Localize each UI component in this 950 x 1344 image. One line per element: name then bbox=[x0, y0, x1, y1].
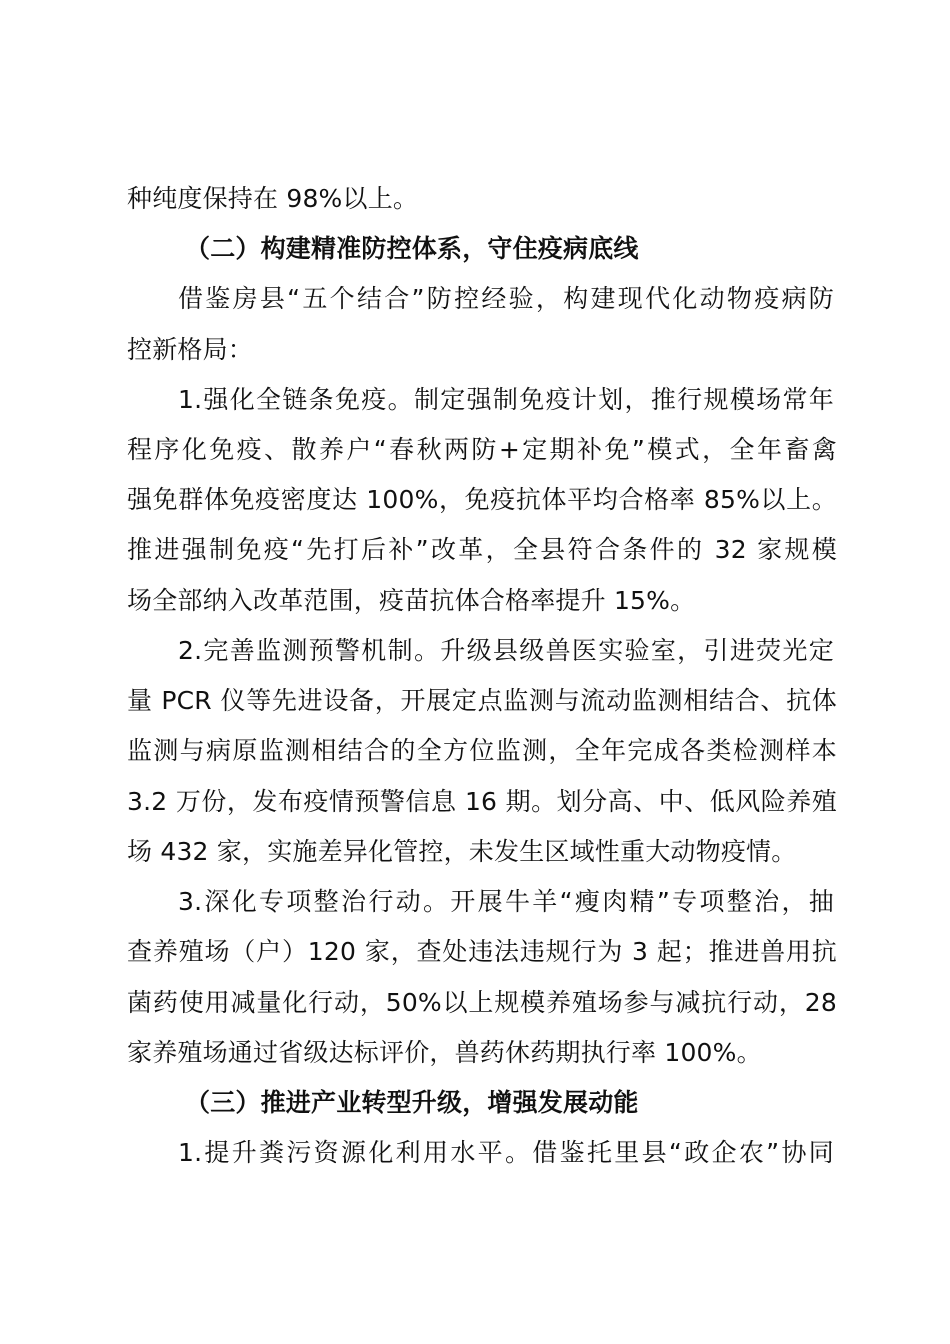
text-line: 种纯度保持在 98%以上。 bbox=[127, 184, 419, 213]
section-heading-3: （三）推进产业转型升级，增强发展动能 bbox=[185, 1088, 639, 1117]
paragraph-line: 3.2 万份，发布疫情预警信息 16 期。划分高、中、低风险养殖 bbox=[127, 787, 837, 816]
paragraph-line: 1.提升粪污资源化利用水平。借鉴托里县“政企农”协同 bbox=[178, 1138, 834, 1167]
paragraph-line: 查养殖场（户）120 家，查处违法违规行为 3 起；推进兽用抗 bbox=[127, 937, 837, 966]
section-heading-2: （二）构建精准防控体系，守住疫病底线 bbox=[185, 234, 639, 263]
paragraph-line: 控新格局： bbox=[127, 335, 254, 364]
paragraph-line: 1.强化全链条免疫。制定强制免疫计划，推行规模场常年 bbox=[178, 385, 834, 414]
paragraph-line: 监测与病原监测相结合的全方位监测，全年完成各类检测样本 bbox=[127, 736, 837, 765]
paragraph-line: 强免群体免疫密度达 100%，免疫抗体平均合格率 85%以上。 bbox=[127, 485, 837, 514]
paragraph-line: 3.深化专项整治行动。开展牛羊“瘦肉精”专项整治，抽 bbox=[178, 887, 834, 916]
paragraph-line: 场全部纳入改革范围，疫苗抗体合格率提升 15%。 bbox=[127, 586, 696, 615]
paragraph-line: 程序化免疫、散养户“春秋两防+定期补免”模式，全年畜禽 bbox=[127, 435, 837, 464]
paragraph-line: 推进强制免疫“先打后补”改革，全县符合条件的 32 家规模 bbox=[127, 535, 837, 564]
paragraph-line: 2.完善监测预警机制。升级县级兽医实验室，引进荧光定 bbox=[178, 636, 834, 665]
paragraph-line: 场 432 家，实施差异化管控，未发生区域性重大动物疫情。 bbox=[127, 837, 797, 866]
paragraph-line: 量 PCR 仪等先进设备，开展定点监测与流动监测相结合、抗体 bbox=[127, 686, 837, 715]
paragraph-line: 家养殖场通过省级达标评价，兽药休药期执行率 100%。 bbox=[127, 1038, 762, 1067]
paragraph-line: 借鉴房县“五个结合”防控经验，构建现代化动物疫病防 bbox=[178, 284, 834, 313]
paragraph-line: 菌药使用减量化行动，50%以上规模养殖场参与减抗行动，28 bbox=[127, 988, 837, 1017]
